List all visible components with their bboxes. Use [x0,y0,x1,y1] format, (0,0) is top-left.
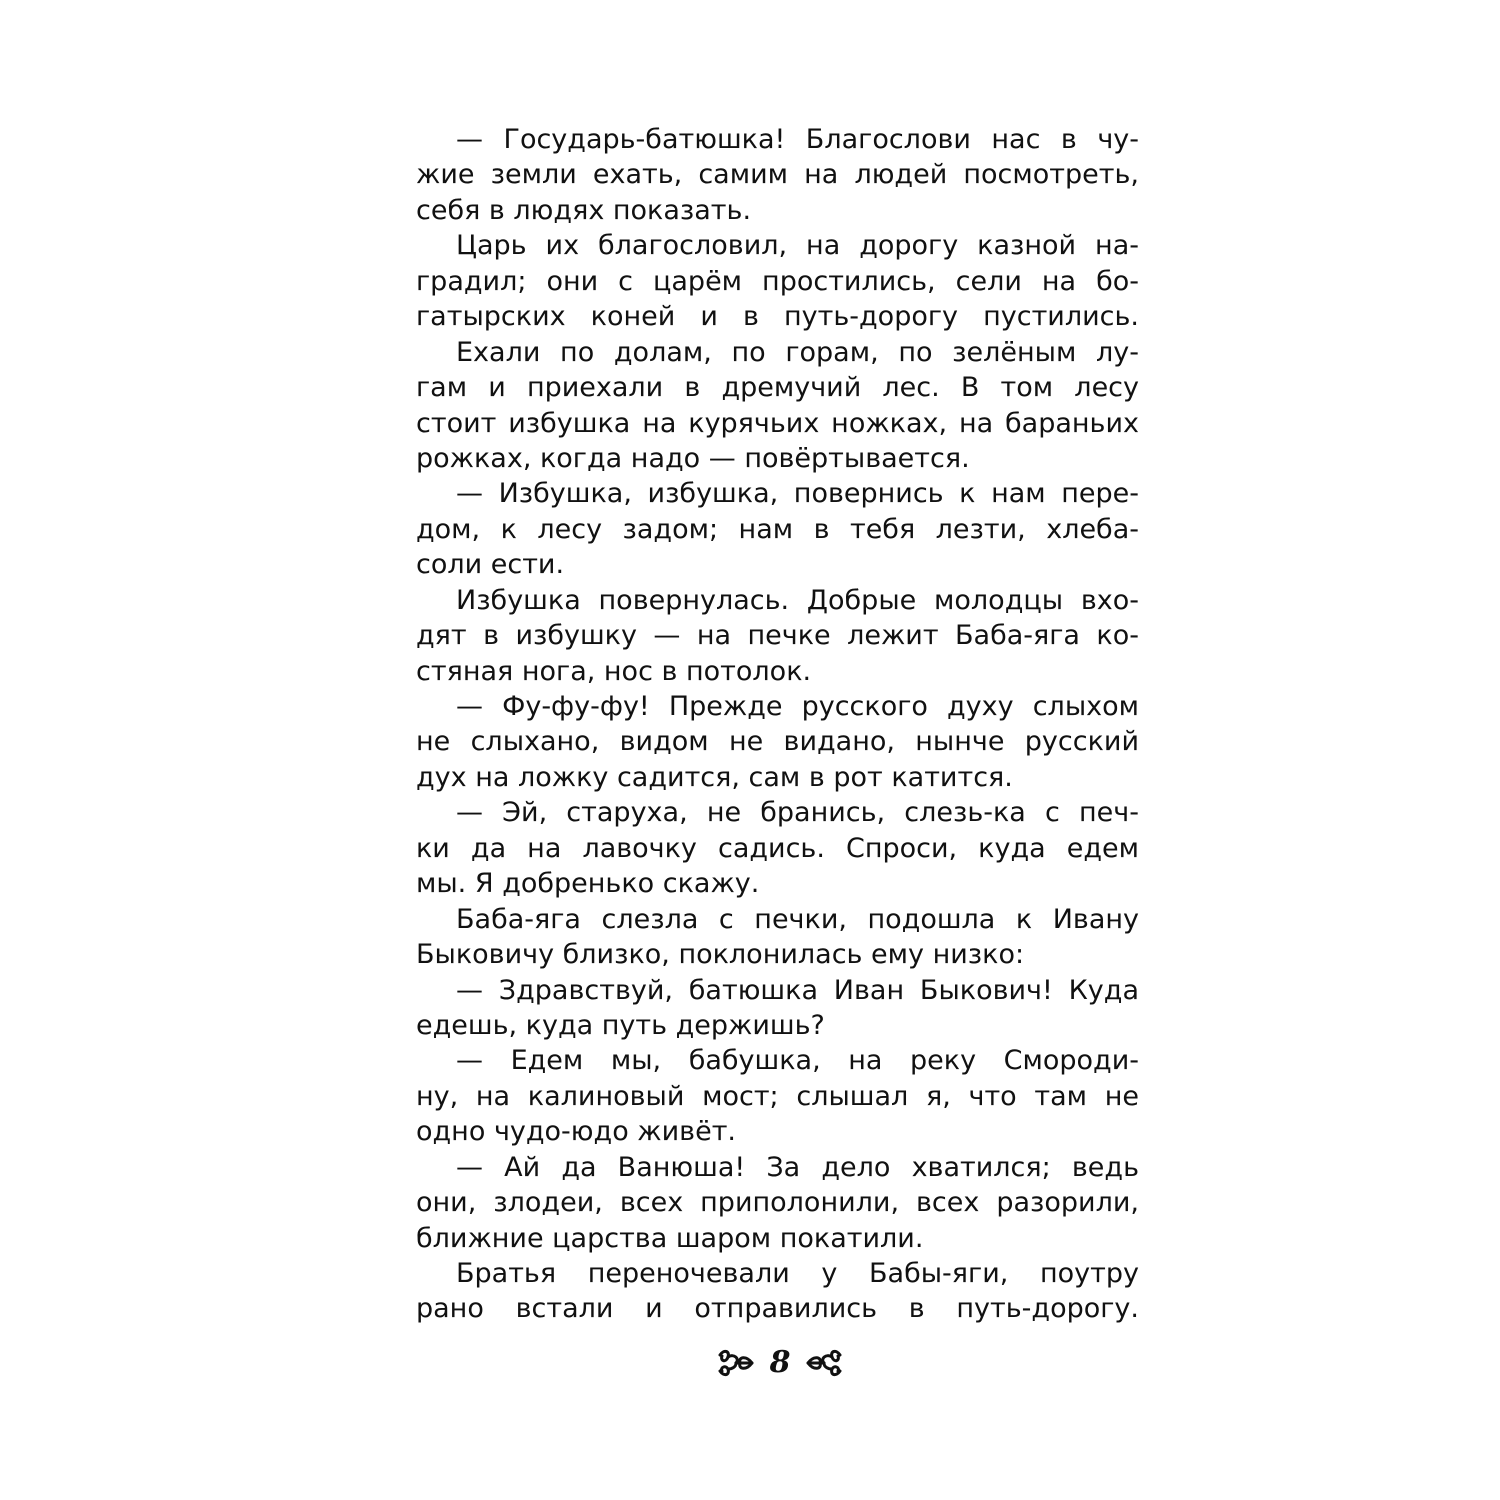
text-line: Избушка повернулась. Добрые молодцы вхо- [456,584,1139,616]
text-line: Быковичу близко, поклонилась ему низко: [416,939,1025,971]
text-line: стяная нога, нос в потолок. [416,655,812,687]
text-line: стоит избушка на курячьих ножках, на бараньих [416,407,1139,439]
text-line: ки да на лавочку садись. Спроси, куда едем [416,832,1139,864]
text-line: они, злодеи, всех приполонили, всех разорили, [416,1187,1139,1219]
text-line: себя в людях показать. [416,194,752,226]
page-number: 8 [769,1345,791,1380]
text-line: мы. Я добренько скажу. [416,868,760,900]
text-line: — Избушка, избушка, повернись к нам пере- [456,478,1139,510]
text-line: соли ести. [416,549,565,581]
text-line: Ехали по долам, по горам, по зелёным лу- [456,336,1139,368]
text-line: Братья переночевали у Бабы-яги, поутру [456,1258,1139,1289]
text-line: дух на ложку садится, сам в рот катится. [416,761,1013,793]
text-line: дят в избушку — на печке лежит Баба-яга ко- [416,620,1139,652]
text-line: — Здравствуй, батюшка Иван Быкович! Куда [456,974,1139,1006]
text-line: ну, на калиновый мост; слышал я, что там не [416,1080,1139,1112]
page-text-block [416,122,1139,1327]
text-line: — Государь-батюшка! Благослови нас в чу- [456,124,1139,155]
text-line: жие земли ехать, самим на людей посмотреть, [416,159,1139,191]
text-line: гатырских коней и в путь-дорогу пустились. [416,301,1139,333]
text-line: рано встали и отправились в путь-дорогу. [416,1293,1139,1325]
text-line: Царь их благословил, на дорогу казной на- [456,230,1139,262]
text-line: гам и приехали в дремучий лес. В том лесу [416,372,1139,404]
text-line: — Ай да Ванюша! За дело хватился; ведь [456,1151,1139,1183]
text-line: — Эй, старуха, не бранись, слезь-ка с печ- [456,797,1139,829]
text-line: рожках, когда надо — повёртывается. [416,442,970,474]
text-line: едешь, куда путь держишь? [416,1009,825,1041]
heart-swirl-ornament-icon [804,1345,844,1381]
heart-swirl-ornament-icon [716,1345,756,1381]
text-line: градил; они с царём простились, сели на бо- [416,265,1139,297]
page-folio [700,1338,860,1388]
text-line: дом, к лесу задом; нам в тебя лезти, хлеба- [416,513,1139,545]
text-line: — Фу-фу-фу! Прежде русского духу слыхом [456,691,1139,722]
text-line: одно чудо-юдо живёт. [416,1116,737,1148]
text-line: не слыхано, видом не видано, нынче русский [416,726,1139,758]
text-line: ближние царства шаром покатили. [416,1222,924,1254]
text-line: Баба-яга слезла с печки, подошла к Ивану [456,903,1139,935]
text-line: — Едем мы, бабушка, на реку Смороди- [456,1045,1139,1077]
